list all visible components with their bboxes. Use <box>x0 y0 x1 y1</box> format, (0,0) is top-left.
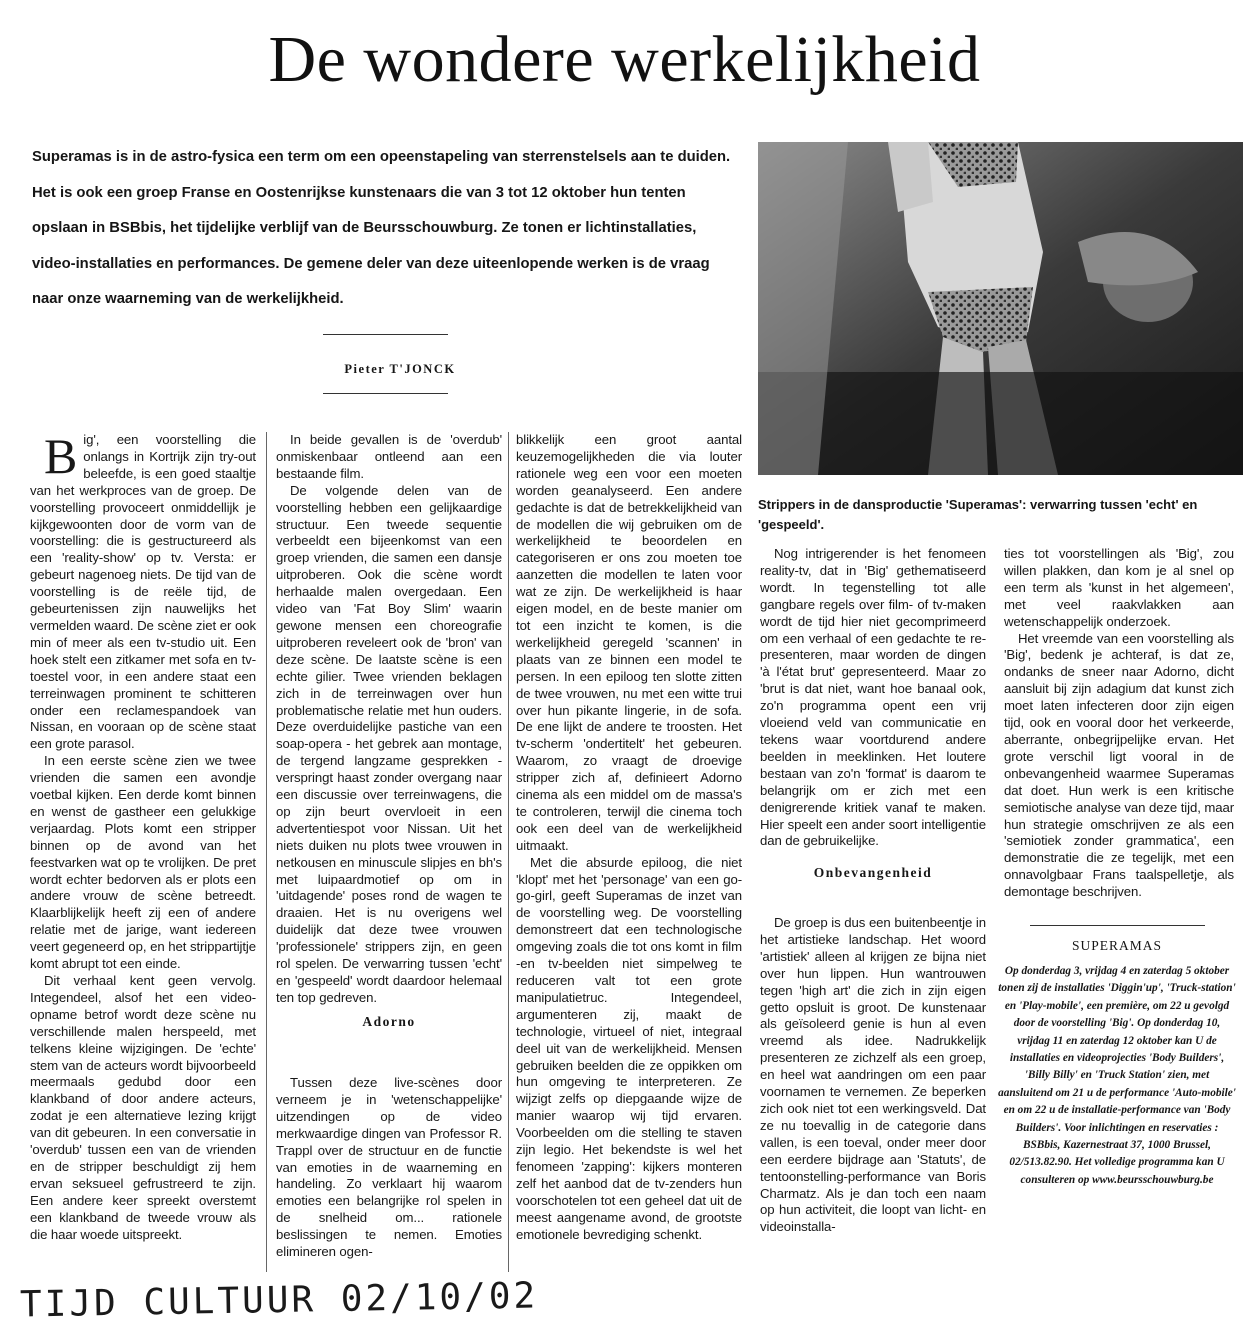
article-column-2 <box>276 432 502 1007</box>
headline: De wondere werkelijkheid <box>268 23 981 96</box>
photo-image <box>758 142 1243 475</box>
paragraph: In een eerste scène zien we twee vrienden die samen een avondje voetbal kijken. Een derde komt binnen en wenst de gastheer een gelukkige verjaardag. Plots komt een stripper binnen op de avond van het feestvarken wat op te vrolijken. De pret wordt echter bedorven als er plots een andere vrouw de scène betreedt. Klaarblijkelijk heeft zij een of andere relatie met de jarige, want iedereen veert gegeneerd op, en het strippartijtje komt abrupt tot een einde. <box>30 753 256 972</box>
article-column-4-continued <box>760 915 986 1236</box>
article-column-1 <box>30 428 256 1244</box>
infobox-text: Op donderdag 3, vrijdag 4 en zaterdag 5 oktober tonen zij de installaties 'Diggin'up', 'Truck-station' en 'Play-mobile', een première, om 22 u gevolgd door de voorstelling 'Big'. Op donderdag 10, vrijdag 11 en zaterdag 12 oktober kan U de installaties en videoprojecties 'Body Builders', 'Billy Billy' en 'Truck Station' zien, met aansluitend om 21 u de performance 'Auto-mobile' en om 22 u de installatie-performance van 'Body Builders'. Voor inlichtingen en reservaties : BSBbis, Kazernestraat 37, 1000 Brussel, 02/513.82.90. Het volledige programma kan U consulteren op www.beursschouwburg.be <box>998 965 1236 1186</box>
column-divider <box>508 432 509 1272</box>
drop-cap: B <box>44 428 78 484</box>
article-column-3 <box>516 432 742 1244</box>
lead-paragraph: Superamas is in de astro-fysica een term om een opeenstapeling van sterrenstelsels aan te duiden. Het is ook een groep Franse en Oostenrijkse kunstenaars die van 3 tot 12 oktober hun tenten opslaan in BSBbis, het tijdelijke verblijf van de Beursschouwburg. Ze tonen er lichtinstallaties, video-installaties en performances. De gemene deler van deze uiteenlopende werken is de vraag naar onze waarneming van de werkelijkheid. <box>32 149 731 308</box>
paragraph: In beide gevallen is de 'overdub' onmiskenbaar ontleend aan een bestaande film. <box>276 432 502 481</box>
article-column-5 <box>1004 546 1234 901</box>
subhead-onbevangenheid: Onbevangenheid <box>813 865 933 880</box>
paragraph: ties tot voorstellingen als 'Big', zou willen plakken, dan kom je al snel op een term als 'kunst in het algemeen', met veel raakvlakken aan wetenschappelijk onderzoek. <box>1004 546 1234 629</box>
column-divider <box>266 432 267 1272</box>
paragraph: De groep is dus een buitenbeentje in het artistieke landschap. Het woord 'artistiek' alleen al krijgen ze bijna niet over hun lippen. Hun wantrouwen tegen 'high art' die zich in zijn eigen getto opsluit is groot. De kunstenaar als geïsoleerd genie is hun al even vreemd als idee. Nadrukkelijk presenteren ze zichzelf als een groep, en heel wat aandringen om een paar voornamen te vernemen. Ze beperken zich ook niet tot een werkingsveld. Dat ze nu toevallig in de categorie dans vallen, is een toeval, onder meer door een eerdere bijdrage aan 'Statuts', de tentoonstelling-performance van Boris Charmatz. Als je dan toch een naam op hun activiteit, die loopt van licht- en videoinstalla- <box>760 915 986 1235</box>
paragraph: ig', een voorstelling die onlangs in Kortrijk zijn try-out beleefde, is een goed staaltje van het werkproces van de groep. De voorstelling provoceert onmiddellijk je kijkgewoonten door de vorm van de voorstelling: die is gestructureerd als een 'reality-show' op tv. Versta: er gebeurt nagenoeg niets. De tijd van de voorstelling is de reële tijd, de gebeurtenissen zijn nauwelijks het vermelden waard. De scène ziet er ook min of meer als een tv-studio uit. Een hoek stelt een zitkamer met sofa en tv-toestel voor, in een andere staat een terreinwagen prominent te schitteren onder een reclamespandoek van Nissan, en vooraan op de scène staat een grote parasol. <box>30 432 256 752</box>
article-column-4 <box>760 546 986 850</box>
paragraph: blikkelijk een groot aantal keuzemogelijkheden die via louter rationele weg een voor een moeten worden geanalyseerd. Een andere gedachte is dat de betrekkelijkheid van de modellen die wij gebruiken om de werkelijkheid te beoordelen en categoriseren er ons zou moeten toe aanzetten die modellen te laten voor wat ze zijn. De werkelijkheid is haar eigen model, en de beste manier om tot een inzicht te komen, is die werkelijkheid geregeld 'scannen' in plaats van ze binnen een model te persen. In een epiloog ten slotte zitten de twee vrouwen, nu met een witte trui over hun pikante lingerie, in de sofa. De ene lijkt de andere te troosten. Het tv-scherm 'ondertitelt' het gebeuren. Waarom, zo vraagt de droevige stripper zich af, definieert Adorno cinema als een middel om de massa's te controleren, terwijl die cinema toch ook een deel van de werkelijkheid uitmaakt. <box>516 432 742 853</box>
byline: Pieter T'JONCK <box>344 362 456 376</box>
infobox-title: SUPERAMAS <box>1071 938 1163 953</box>
subhead-adorno: Adorno <box>362 1014 416 1029</box>
infobox-rule <box>1030 925 1205 926</box>
paragraph: Het vreemde van een voorstelling als 'Big', bedenk je achteraf, is dat ze, ondanks de sneer naar Adorno, dicht aansluit bij zijn adagium dat kunst zich moet laten infecteren door zijn eigen tijd, ook en vooral door het verkeerde, aberrante, onbegrijpelijke ervan. Het grote verschil ligt vooral in de onbevangenheid waarmee Superamas dat doet. Hun werk is een kritische semiotische analyse van deze tijd, maar hun strategie omschrijven ze als een 'semiotiek zonder grammatica', een demonstratie die ze tegelijk, met een onnavolgbaar Frans taalspelletje, als demontage beschrijven. <box>1004 630 1234 900</box>
stripper-photo <box>758 142 1243 475</box>
byline-rule-bottom <box>323 393 448 394</box>
paragraph: Tussen deze live-scènes door verneem je in 'wetenschappelijke' uitzendingen op de video merkwaardige dingen van Professor R. Trappl over de structuur en de functie van emoties in de waarneming en handeling. Zo verklaart hij waarom emoties een belangrijke rol spelen in de snelheid om... rationele beslissingen te nemen. Emoties elimineren ogen- <box>276 1075 502 1260</box>
article-column-2-continued <box>276 1075 502 1261</box>
photo-caption: Strippers in de dansproductie 'Superamas': verwarring tussen 'echt' en 'gespeeld'. <box>758 497 1198 532</box>
byline-rule <box>323 334 448 335</box>
paragraph: Nog intrigerender is het fenomeen reality-tv, dat in 'Big' gethematiseerd wordt. In tegenstelling tot alle gangbare regels over film- of tv-maken wordt de tijd hier niet gecomprimeerd om een verhaal of een gedachte te re-presenteren, maar worden de dingen 'à l'état brut' gepresenteerd. Maar zo 'brut is dat niet, want hoe banaal ook, zo'n programma opent een vrij vloeiend veld van communicatie en tekens waar voortdurend andere beelden in meeklinken. Het loutere bestaan van zo'n 'format' is daarom te belangrijk om er zich met een denigrerende kritiek vanaf te maken. Hier speelt een ander soort intelligentie dan de gebruikelijke. <box>760 546 986 849</box>
paragraph: Dit verhaal kent geen vervolg. Integendeel, alsof het een video-opname betrof wordt deze scène nu verschillende malen herspeeld, met telkens kleine wijzigingen. De 'echte' stem van de acteurs wordt bijvoorbeeld meermaals gedubd door een klankband of door andere acteurs, zodat je een alternatieve lezing krijgt van dit gebeuren. In een conversatie in 'overdub' tussen een van de vrienden en de stripper beschuldigt zij hem ervan seksueel gefrustreerd te zijn. Een andere keer spreekt overstemt een klankband de tweede vrouw als die haar woede uitspreekt. <box>30 973 256 1242</box>
paragraph: De volgende delen van de voorstelling hebben een gelijkaardige structuur. Een tweede sequentie verbeeldt een bijeenkomst van een groep vrienden, die samen een dansje uitproberen. Ook die scène wordt herhaalde malen overgedaan. Een video van 'Fat Boy Slim' waarin gewone mensen een choreografie uitproberen reveleert ook de 'bron' van deze scène. De laatste scène is een echte gilier. Twee vrienden beklagen zich in de terreinwagen over hun problematische relatie met hun ouders. Deze overduidelijke pastiche van een soap-opera - het gebrek aan montage, de tergend langzame gesprekken - verspringt haast zonder overgang naar een discussie over terreinwagens, die op zijn beurt overvloeit in een advertentiespot voor Nissan. Uit het niets duiken nu plots twee vrouwen in netkousen en minuscule slipjes en bh's met luipaardmotief op om in 'uitdagende' poses rond de wagen te draaien. Het is nu overigens wel duidelijk dat deze twee vrouwen 'professionele' strippers zijn, en geen rol spelen. De verwarring tussen 'echt' en 'gespeeld' wordt daardoor helemaal ten top gedreven. <box>276 482 502 1005</box>
handwritten-note: TIJD CULTUUR 02/10/02 <box>19 1275 539 1326</box>
paragraph: Met die absurde epiloog, die niet 'klopt' met het 'personage' van een go-go-girl, geeft Superamas de inzet van de voorstelling weg. De voorstelling demonstreert dat een technologische omgeving zoals die tot ons komt in film -en tv-beelden niet simpelweg te reduceren valt tot een grote manipulatietruc. Integendeel, argumenteren zij, maakt de technologie, virtueel of niet, integraal deel uit van de werkelijkheid. Mensen gebruiken beelden die ze oppikken om hun omgeving te interpreteren. Ze wijzigt zelfs op diepgaande wijze de manier waarop wij tijd ervaren. Voorbeelden om die stelling te staven zijn legio. Het bekendste is wel het fenomeen 'zapping': kijkers monteren zelf het aanbod dat de tv-zenders hun voorschotelen tot een geheel dat uit de meest aangename avond, de grootste emotionele bevrediging schenkt. <box>516 854 742 1242</box>
